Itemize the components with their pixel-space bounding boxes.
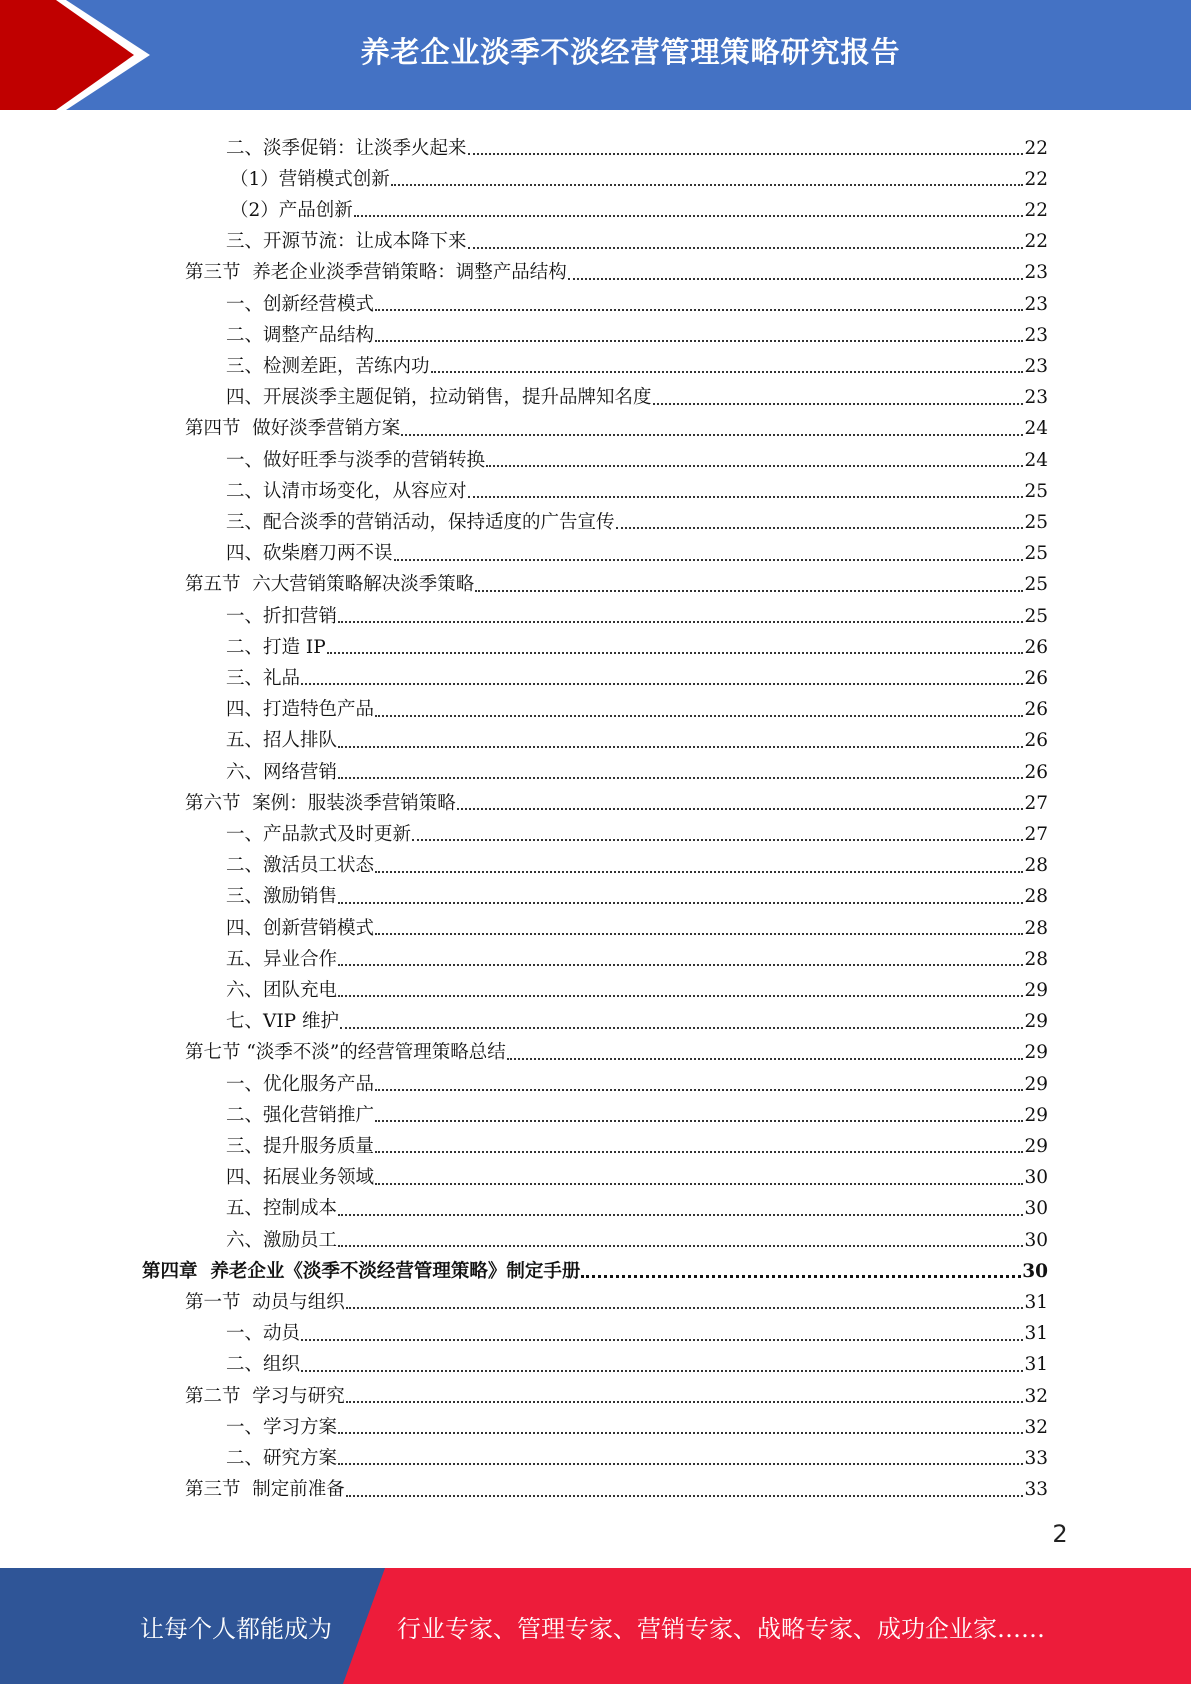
toc-entry[interactable] xyxy=(226,595,1048,626)
toc-entry-label: 第二节 学习与研究 xyxy=(185,1385,345,1407)
toc-entry-page: 27 xyxy=(1024,792,1048,814)
toc-entry[interactable] xyxy=(226,1313,1048,1344)
toc-leader-dots xyxy=(475,590,1023,592)
toc-entry-label: 七、VIP 维护 xyxy=(226,1011,339,1033)
toc-entry-page: 30 xyxy=(1024,1229,1048,1251)
toc-entry-label: （2）产品创新 xyxy=(230,199,353,221)
toc-entry[interactable] xyxy=(226,1344,1048,1375)
toc-entry-page: 24 xyxy=(1024,449,1048,471)
toc-entry[interactable] xyxy=(185,1032,1048,1063)
toc-entry[interactable] xyxy=(226,689,1048,720)
toc-entry-page: 23 xyxy=(1024,293,1048,315)
toc-entry[interactable] xyxy=(230,189,1048,220)
toc-entry[interactable] xyxy=(226,533,1048,564)
toc-entry-page: 28 xyxy=(1024,948,1048,970)
toc-entry[interactable] xyxy=(226,377,1048,408)
toc-entry-page: 29 xyxy=(1024,1042,1048,1064)
toc-entry-page: 25 xyxy=(1024,605,1048,627)
toc-entry-page: 30 xyxy=(1024,1198,1048,1220)
toc-entry-page: 25 xyxy=(1024,480,1048,502)
toc-entry-label: 第五节 六大营销策略解决淡季策略 xyxy=(185,574,475,596)
toc-entry-page: 27 xyxy=(1024,823,1048,845)
toc-entry-label: 三、检测差距，苦练内功 xyxy=(226,355,430,377)
toc-entry-label: 一、创新经营模式 xyxy=(226,293,375,315)
toc-leader-dots xyxy=(412,839,1023,841)
toc-entry-page: 28 xyxy=(1024,855,1048,877)
toc-entry-page: 28 xyxy=(1024,917,1048,939)
toc-leader-dots xyxy=(338,964,1023,966)
toc-leader-dots xyxy=(327,652,1024,654)
toc-leader-dots xyxy=(375,1183,1023,1185)
toc-entry[interactable] xyxy=(185,1469,1048,1500)
toc-leader-dots xyxy=(338,1214,1023,1216)
toc-entry[interactable] xyxy=(230,158,1048,189)
toc-entry-page: 29 xyxy=(1024,979,1048,1001)
toc-entry-page: 23 xyxy=(1024,355,1048,377)
toc-entry-page: 32 xyxy=(1024,1385,1048,1407)
toc-entry[interactable] xyxy=(226,813,1048,844)
toc-entry[interactable] xyxy=(185,564,1048,595)
page-number: 2 xyxy=(1052,1520,1068,1548)
toc-entry-page: 25 xyxy=(1024,574,1048,596)
header-banner xyxy=(0,0,1191,110)
toc-entry-page: 29 xyxy=(1024,1011,1048,1033)
toc-entry[interactable] xyxy=(226,470,1048,501)
toc-entry[interactable] xyxy=(226,1001,1048,1032)
toc-leader-dots xyxy=(338,1463,1023,1465)
toc-entry-label: 三、开源节流：让成本降下来 xyxy=(226,231,467,253)
toc-leader-dots xyxy=(346,1307,1024,1309)
toc-leader-dots xyxy=(581,1275,1021,1278)
toc-entry[interactable] xyxy=(226,845,1048,876)
toc-entry-page: 23 xyxy=(1024,324,1048,346)
toc-entry[interactable] xyxy=(226,1157,1048,1188)
toc-entry-label: 第三节 养老企业淡季营销策略：调整产品结构 xyxy=(185,262,567,284)
toc-leader-dots xyxy=(391,184,1024,186)
toc-leader-dots xyxy=(375,871,1023,873)
toc-leader-dots xyxy=(568,278,1024,280)
toc-entry[interactable] xyxy=(226,907,1048,938)
toc-entry-label: 三、配合淡季的营销活动，保持适度的广告宣传 xyxy=(226,511,615,533)
toc-entry-label: 四、砍柴磨刀两不误 xyxy=(226,543,393,565)
toc-leader-dots xyxy=(340,1027,1023,1029)
toc-entry[interactable] xyxy=(226,1437,1048,1468)
toc-entry-label: 四、创新营销模式 xyxy=(226,917,375,939)
toc-entry-label: 二、研究方案 xyxy=(226,1447,338,1469)
toc-leader-dots xyxy=(394,559,1024,561)
toc-entry-page: 26 xyxy=(1024,699,1048,721)
toc-entry-label: 三、提升服务质量 xyxy=(226,1135,375,1157)
toc-entry[interactable] xyxy=(226,876,1048,907)
toc-entry-label: 六、激励员工 xyxy=(226,1229,338,1251)
toc-entry-label: 第一节 动员与组织 xyxy=(185,1291,345,1313)
toc-entry-label: 第四节 做好淡季营销方案 xyxy=(185,418,401,440)
toc-leader-dots xyxy=(338,1245,1023,1247)
toc-leader-dots xyxy=(468,153,1024,155)
toc-leader-dots xyxy=(375,933,1023,935)
toc-entry-page: 28 xyxy=(1024,886,1048,908)
toc-entry-label: 五、招人排队 xyxy=(226,730,338,752)
toc-leader-dots xyxy=(338,621,1023,623)
toc-leader-dots xyxy=(457,808,1024,810)
toc-entry-page: 33 xyxy=(1024,1447,1048,1469)
toc-entry-page: 29 xyxy=(1024,1135,1048,1157)
document-title: 养老企业淡季不淡经营管理策略研究报告 xyxy=(360,34,901,69)
toc-entry-label: 第七节 “淡季不淡”的经营管理策略总结 xyxy=(185,1042,506,1064)
toc-entry[interactable] xyxy=(226,1188,1048,1219)
toc-entry-page: 26 xyxy=(1024,667,1048,689)
toc-leader-dots xyxy=(375,1120,1023,1122)
toc-leader-dots xyxy=(468,247,1024,249)
toc-entry-label: 二、调整产品结构 xyxy=(226,324,375,346)
toc-entry-label: （1）营销模式创新 xyxy=(230,168,390,190)
toc-entry[interactable] xyxy=(226,501,1048,532)
toc-entry-page: 25 xyxy=(1024,511,1048,533)
toc-leader-dots xyxy=(338,746,1023,748)
toc-entry-label: 二、认清市场变化，从容应对 xyxy=(226,480,467,502)
toc-entry[interactable] xyxy=(226,751,1048,782)
toc-entry[interactable] xyxy=(185,252,1048,283)
toc-entry-label: 五、控制成本 xyxy=(226,1198,338,1220)
toc-entry[interactable] xyxy=(185,1375,1048,1406)
toc-entry[interactable] xyxy=(226,1063,1048,1094)
toc-leader-dots xyxy=(375,309,1023,311)
toc-entry-page: 30 xyxy=(1024,1167,1048,1189)
toc-leader-dots xyxy=(338,902,1023,904)
toc-entry[interactable] xyxy=(142,1250,1048,1281)
toc-entry-page: 23 xyxy=(1024,262,1048,284)
toc-leader-dots xyxy=(301,683,1023,685)
toc-leader-dots xyxy=(468,496,1024,498)
toc-entry[interactable] xyxy=(226,221,1048,252)
toc-entry-label: 一、动员 xyxy=(226,1323,301,1345)
toc-entry[interactable] xyxy=(185,782,1048,813)
toc-entry-page: 31 xyxy=(1024,1291,1048,1313)
toc-entry[interactable] xyxy=(226,938,1048,969)
toc-leader-dots xyxy=(346,1495,1024,1497)
toc-entry[interactable] xyxy=(226,127,1048,158)
toc-entry[interactable] xyxy=(226,314,1048,345)
toc-entry-page: 22 xyxy=(1024,231,1048,253)
footer-slogan-right: 行业专家、管理专家、营销专家、战略专家、成功企业家…… xyxy=(397,1614,1045,1643)
toc-entry-label: 四、拓展业务领域 xyxy=(226,1167,375,1189)
toc-leader-dots xyxy=(354,215,1024,217)
toc-entry-label: 第三节 制定前准备 xyxy=(185,1479,345,1501)
toc-entry-page: 29 xyxy=(1024,1104,1048,1126)
toc-entry[interactable] xyxy=(226,439,1048,470)
toc-leader-dots xyxy=(375,1151,1023,1153)
toc-leader-dots xyxy=(375,340,1023,342)
toc-leader-dots xyxy=(338,1432,1023,1434)
toc-leader-dots xyxy=(507,1058,1024,1060)
toc-entry-page: 29 xyxy=(1024,1073,1048,1095)
toc-entry[interactable] xyxy=(226,1094,1048,1125)
toc-entry-label: 一、折扣营销 xyxy=(226,605,338,627)
toc-entry[interactable] xyxy=(226,345,1048,376)
toc-entry-label: 二、淡季促销：让淡季火起来 xyxy=(226,137,467,159)
toc-leader-dots xyxy=(375,715,1023,717)
toc-entry[interactable] xyxy=(226,1406,1048,1437)
toc-entry-page: 26 xyxy=(1024,730,1048,752)
toc-entry-page: 25 xyxy=(1024,543,1048,565)
toc-entry-label: 一、产品款式及时更新 xyxy=(226,823,412,845)
toc-leader-dots xyxy=(338,995,1023,997)
toc-leader-dots xyxy=(338,777,1023,779)
toc-entry-page: 26 xyxy=(1024,636,1048,658)
toc-entry-label: 一、做好旺季与淡季的营销转换 xyxy=(226,449,486,471)
toc-entry[interactable] xyxy=(226,283,1048,314)
toc-entry-label: 六、团队充电 xyxy=(226,979,338,1001)
toc-leader-dots xyxy=(375,1089,1023,1091)
toc-entry-page: 33 xyxy=(1024,1479,1048,1501)
toc-entry-label: 第四章 养老企业《淡季不淡经营管理策略》制定手册 xyxy=(142,1260,581,1282)
toc-entry[interactable] xyxy=(185,1281,1048,1312)
toc-entry[interactable] xyxy=(226,969,1048,1000)
toc-leader-dots xyxy=(301,1370,1023,1372)
footer-banner xyxy=(0,1568,1191,1684)
toc-entry-label: 三、礼品 xyxy=(226,667,301,689)
toc-entry-label: 四、打造特色产品 xyxy=(226,699,375,721)
toc-entry-label: 二、激活员工状态 xyxy=(226,855,375,877)
toc-leader-dots xyxy=(401,434,1023,436)
toc-entry[interactable] xyxy=(185,408,1048,439)
toc-leader-dots xyxy=(346,1401,1024,1403)
toc-entry-page: 22 xyxy=(1024,168,1048,190)
toc-leader-dots xyxy=(431,371,1024,373)
toc-leader-dots xyxy=(653,403,1024,405)
toc-entry-label: 一、优化服务产品 xyxy=(226,1073,375,1095)
toc-entry[interactable] xyxy=(226,720,1048,751)
toc-entry-page: 23 xyxy=(1024,387,1048,409)
toc-entry-page: 32 xyxy=(1024,1416,1048,1438)
toc-entry-label: 二、打造 IP xyxy=(226,636,326,658)
toc-leader-dots xyxy=(301,1339,1023,1341)
toc-entry-label: 六、网络营销 xyxy=(226,761,338,783)
toc-entry[interactable] xyxy=(226,657,1048,688)
toc-entry-page: 26 xyxy=(1024,761,1048,783)
toc-leader-dots xyxy=(486,465,1023,467)
toc-entry-page: 31 xyxy=(1024,1323,1048,1345)
toc-entry-page: 30 xyxy=(1022,1260,1048,1282)
toc-entry[interactable] xyxy=(226,1219,1048,1250)
toc-entry-label: 第六节 案例：服装淡季营销策略 xyxy=(185,792,456,814)
toc-entry-label: 五、异业合作 xyxy=(226,948,338,970)
toc-entry-page: 31 xyxy=(1024,1354,1048,1376)
footer-slogan-left: 让每个人都能成为 xyxy=(140,1614,332,1643)
toc-entry-page: 22 xyxy=(1024,137,1048,159)
toc-entry-label: 三、激励销售 xyxy=(226,886,338,908)
toc-entry-label: 二、组织 xyxy=(226,1354,301,1376)
toc-entry-label: 四、开展淡季主题促销，拉动销售，提升品牌知名度 xyxy=(226,387,652,409)
toc-entry-page: 24 xyxy=(1024,418,1048,440)
toc-entry[interactable] xyxy=(226,626,1048,657)
toc-entry-page: 22 xyxy=(1024,199,1048,221)
toc-leader-dots xyxy=(616,527,1024,529)
toc-entry-label: 一、学习方案 xyxy=(226,1416,338,1438)
toc-entry-label: 二、强化营销推广 xyxy=(226,1104,375,1126)
toc-entry[interactable] xyxy=(226,1125,1048,1156)
